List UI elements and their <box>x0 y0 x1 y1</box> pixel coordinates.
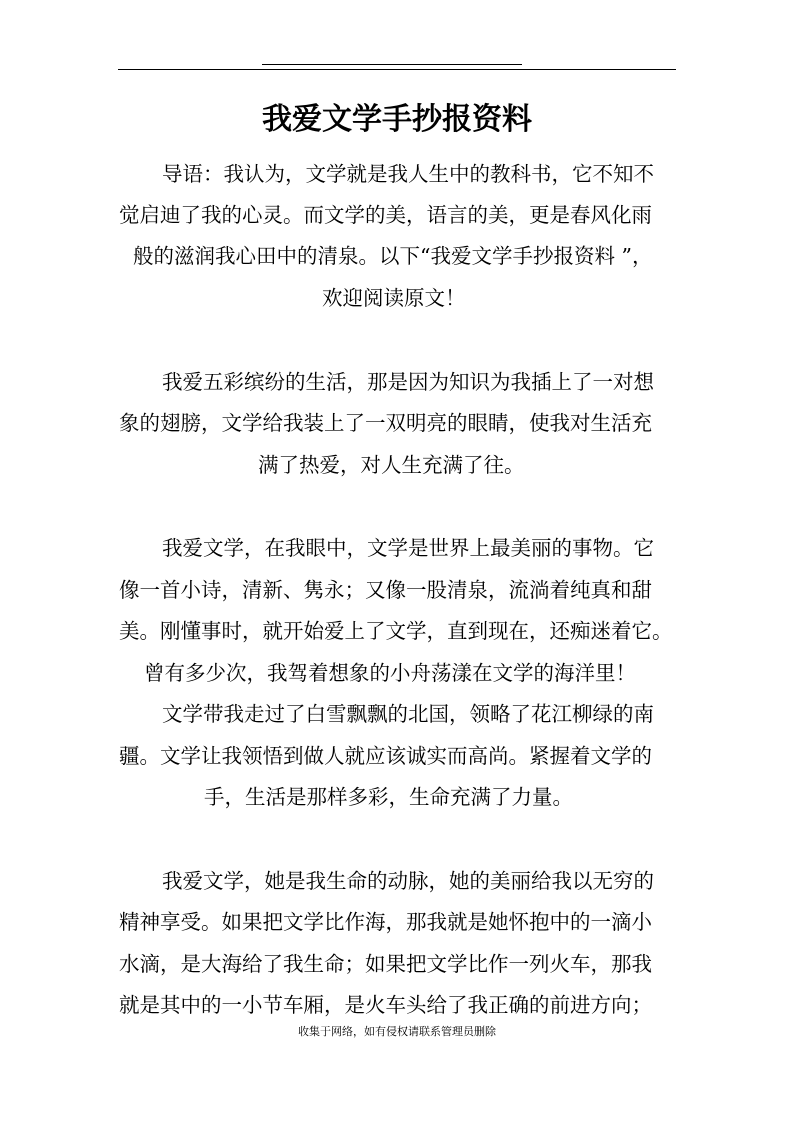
text-line: 象的翅膀，文学给我装上了一双明亮的眼睛，使我对生活充 <box>119 411 652 435</box>
header-rule <box>118 69 676 70</box>
footer-disclaimer: 收集于网络，如有侵权请联系管理员删除 <box>298 1025 496 1038</box>
text-line: 美。刚懂事时，就开始爱上了文学，直到现在，还痴迷着它。 <box>119 619 673 643</box>
text-line: 曾有多少次，我驾着想象的小舟荡漾在文学的海洋里！ <box>144 661 636 685</box>
text-line: 欢迎阅读原文！ <box>322 286 466 310</box>
text-line: 我爱文学，在我眼中，文学是世界上最美丽的事物。它 <box>162 536 654 560</box>
text-line: 就是其中的一小节车厢，是火车头给了我正确的前进方向； <box>119 993 652 1017</box>
text-line: 我爱文学，她是我生命的动脉，她的美丽给我以无穷的 <box>162 869 654 893</box>
text-line: 精神享受。如果把文学比作海，那我就是她怀抱中的一滴小 <box>119 910 652 934</box>
text-line: 我爱五彩缤纷的生活，那是因为知识为我插上了一对想 <box>162 370 654 394</box>
header-rule-short <box>262 64 522 65</box>
text-line: 手，生活是那样多彩，生命充满了力量。 <box>204 785 573 809</box>
text-line: 导语：我认为，文学就是我人生中的教科书，它不知不 <box>162 162 654 186</box>
text-line: 文学带我走过了白雪飘飘的北国，领略了花江柳绿的南 <box>162 702 654 726</box>
text-line: 水滴，是大海给了我生命；如果把文学比作一列火车，那我 <box>119 952 652 976</box>
text-line: 觉启迪了我的心灵。而文学的美，语言的美，更是春风化雨 <box>119 203 652 227</box>
text-line: 疆。文学让我领悟到做人就应该诚实而高尚。紧握着文学的 <box>119 744 652 768</box>
text-line: 般的滋润我心田中的清泉。以下“我爱文学手抄报资料 ”， <box>133 244 653 268</box>
text-line: 满了热爱，对人生充满了往。 <box>258 453 525 477</box>
text-line: 像一首小诗，清新、隽永；又像一股清泉，流淌着纯真和甜 <box>119 578 652 602</box>
document-title: 我爱文学手抄报资料 <box>262 102 532 137</box>
